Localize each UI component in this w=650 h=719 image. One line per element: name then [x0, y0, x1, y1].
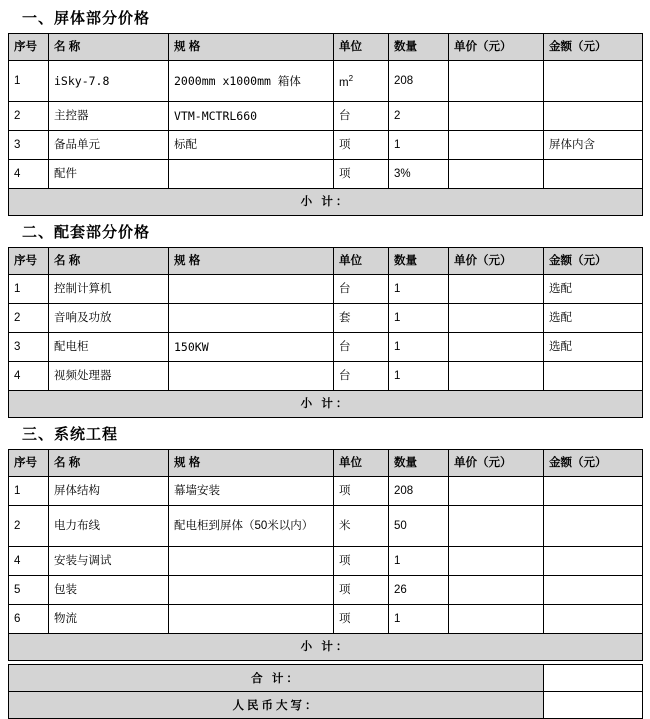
- cell-name: 物流: [49, 605, 169, 634]
- cell-amount: [544, 576, 643, 605]
- cell-name: iSky-7.8: [49, 61, 169, 102]
- col-header-index: 序号: [9, 34, 49, 61]
- cell-index: 2: [9, 506, 49, 547]
- cell-name: 主控器: [49, 102, 169, 131]
- amount-in-words-value: [544, 692, 643, 719]
- section-title-1: 一、屏体部分价格: [22, 10, 151, 27]
- cell-index: 1: [9, 477, 49, 506]
- table-row: [9, 605, 643, 634]
- cell-amount: [544, 362, 643, 391]
- cell-price: [449, 160, 544, 189]
- cell-name: 视频处理器: [49, 362, 169, 391]
- cell-price: [449, 333, 544, 362]
- subtotal-row: [9, 189, 643, 216]
- cell-amount: 选配: [544, 333, 643, 362]
- table-row: [9, 362, 643, 391]
- grand-total-row: [9, 665, 643, 692]
- col-header-qty: 数量: [389, 248, 449, 275]
- grand-total-value: [544, 665, 643, 692]
- cell-name: 备品单元: [49, 131, 169, 160]
- col-header-qty: 数量: [389, 34, 449, 61]
- col-header-amount: 金额（元）: [544, 34, 643, 61]
- cell-unit: 台: [334, 102, 389, 131]
- cell-spec: [169, 160, 334, 189]
- cell-amount: [544, 61, 643, 102]
- cell-unit: 台: [334, 333, 389, 362]
- cell-unit: 套: [334, 304, 389, 333]
- col-header-name: 名 称: [49, 34, 169, 61]
- col-header-amount: 金额（元）: [544, 248, 643, 275]
- cell-spec: 150KW: [169, 333, 334, 362]
- cell-index: 6: [9, 605, 49, 634]
- table-row: [9, 506, 643, 547]
- subtotal-row: [9, 634, 643, 661]
- cell-unit: 台: [334, 362, 389, 391]
- cell-index: 1: [9, 61, 49, 102]
- amount-in-words-row: [9, 692, 643, 719]
- cell-name: 配电柜: [49, 333, 169, 362]
- cell-qty: 1: [389, 304, 449, 333]
- cell-amount: 选配: [544, 275, 643, 304]
- cell-qty: 1: [389, 362, 449, 391]
- cell-index: 2: [9, 304, 49, 333]
- cell-amount: [544, 102, 643, 131]
- cell-qty: 1: [389, 333, 449, 362]
- cell-index: 3: [9, 131, 49, 160]
- col-header-spec: 规 格: [169, 34, 334, 61]
- cell-unit: 项: [334, 477, 389, 506]
- cell-index: 4: [9, 547, 49, 576]
- col-header-spec: 规 格: [169, 450, 334, 477]
- col-header-unit: 单位: [334, 248, 389, 275]
- col-header-unit: 单位: [334, 34, 389, 61]
- table-screen-price: [8, 33, 643, 216]
- totals-table: [8, 664, 643, 719]
- grand-total-label: 合 计：: [9, 665, 544, 692]
- table-system-engineering: [8, 449, 643, 661]
- cell-spec: [169, 275, 334, 304]
- cell-name: 控制计算机: [49, 275, 169, 304]
- amount-in-words-label: 人民币大写：: [9, 692, 544, 719]
- col-header-price: 单价（元）: [449, 248, 544, 275]
- table-row: [9, 275, 643, 304]
- cell-spec: [169, 362, 334, 391]
- cell-unit: 项: [334, 160, 389, 189]
- col-header-name: 名 称: [49, 450, 169, 477]
- cell-unit: 米: [334, 506, 389, 547]
- section-supporting-price: [8, 220, 642, 418]
- cell-amount: [544, 160, 643, 189]
- cell-unit: 项: [334, 605, 389, 634]
- cell-price: [449, 477, 544, 506]
- cell-qty: 1: [389, 131, 449, 160]
- cell-price: [449, 61, 544, 102]
- cell-unit: 台: [334, 275, 389, 304]
- subtotal-row: [9, 391, 643, 418]
- cell-name: 配件: [49, 160, 169, 189]
- cell-unit: $m^2$: [334, 61, 389, 102]
- cell-index: 4: [9, 362, 49, 391]
- cell-unit: 项: [334, 547, 389, 576]
- cell-qty: 208: [389, 477, 449, 506]
- cell-name: 包装: [49, 576, 169, 605]
- section-title-2: 二、配套部分价格: [22, 224, 151, 241]
- cell-name: 安装与调试: [49, 547, 169, 576]
- cell-price: [449, 304, 544, 333]
- cell-qty: 1: [389, 547, 449, 576]
- table-row: [9, 576, 643, 605]
- cell-qty: 3%: [389, 160, 449, 189]
- table-row: [9, 477, 643, 506]
- cell-price: [449, 547, 544, 576]
- section-screen-price: [8, 6, 642, 216]
- table-row: [9, 61, 643, 102]
- cell-spec: 配电柜到屏体（50米以内）: [169, 506, 334, 547]
- cell-spec: 幕墙安装: [169, 477, 334, 506]
- cell-amount: [544, 547, 643, 576]
- cell-unit: 项: [334, 131, 389, 160]
- cell-index: 4: [9, 160, 49, 189]
- col-header-unit: 单位: [334, 450, 389, 477]
- cell-price: [449, 605, 544, 634]
- cell-price: [449, 131, 544, 160]
- cell-qty: 50: [389, 506, 449, 547]
- col-header-index: 序号: [9, 450, 49, 477]
- col-header-price: 单价（元）: [449, 34, 544, 61]
- cell-price: [449, 102, 544, 131]
- table-header: [9, 34, 643, 61]
- cell-name: 屏体结构: [49, 477, 169, 506]
- col-header-amount: 金额（元）: [544, 450, 643, 477]
- col-header-spec: 规 格: [169, 248, 334, 275]
- section-title-3: 三、系统工程: [22, 426, 119, 443]
- cell-qty: 26: [389, 576, 449, 605]
- cell-qty: 1: [389, 605, 449, 634]
- subtotal-label: 小 计：: [9, 391, 643, 418]
- col-header-name: 名 称: [49, 248, 169, 275]
- cell-qty: 1: [389, 275, 449, 304]
- cell-index: 1: [9, 275, 49, 304]
- cell-price: [449, 506, 544, 547]
- table-row: [9, 102, 643, 131]
- col-header-price: 单价（元）: [449, 450, 544, 477]
- subtotal-label: 小 计：: [9, 634, 643, 661]
- cell-amount: 屏体内含: [544, 131, 643, 160]
- cell-index: 3: [9, 333, 49, 362]
- table-row: [9, 304, 643, 333]
- cell-amount: [544, 506, 643, 547]
- table-supporting-price: [8, 247, 643, 418]
- cell-price: [449, 362, 544, 391]
- section-system-engineering: [8, 422, 642, 661]
- cell-spec: [169, 547, 334, 576]
- cell-unit: 项: [334, 576, 389, 605]
- table-row: [9, 160, 643, 189]
- cell-name: 音响及功放: [49, 304, 169, 333]
- cell-price: [449, 576, 544, 605]
- table-row: [9, 547, 643, 576]
- cell-amount: [544, 477, 643, 506]
- cell-spec: [169, 304, 334, 333]
- cell-price: [449, 275, 544, 304]
- cell-index: 2: [9, 102, 49, 131]
- table-row: [9, 131, 643, 160]
- cell-qty: 2: [389, 102, 449, 131]
- cell-spec: 标配: [169, 131, 334, 160]
- cell-amount: [544, 605, 643, 634]
- cell-qty: 208: [389, 61, 449, 102]
- subtotal-label: 小 计：: [9, 189, 643, 216]
- col-header-index: 序号: [9, 248, 49, 275]
- cell-spec: 2000mm x1000mm 箱体: [169, 61, 334, 102]
- cell-spec: VTM-MCTRL660: [169, 102, 334, 131]
- cell-index: 5: [9, 576, 49, 605]
- col-header-qty: 数量: [389, 450, 449, 477]
- cell-spec: [169, 605, 334, 634]
- cell-amount: 选配: [544, 304, 643, 333]
- cell-spec: [169, 576, 334, 605]
- cell-name: 电力布线: [49, 506, 169, 547]
- table-header: [9, 450, 643, 477]
- table-header: [9, 248, 643, 275]
- table-row: [9, 333, 643, 362]
